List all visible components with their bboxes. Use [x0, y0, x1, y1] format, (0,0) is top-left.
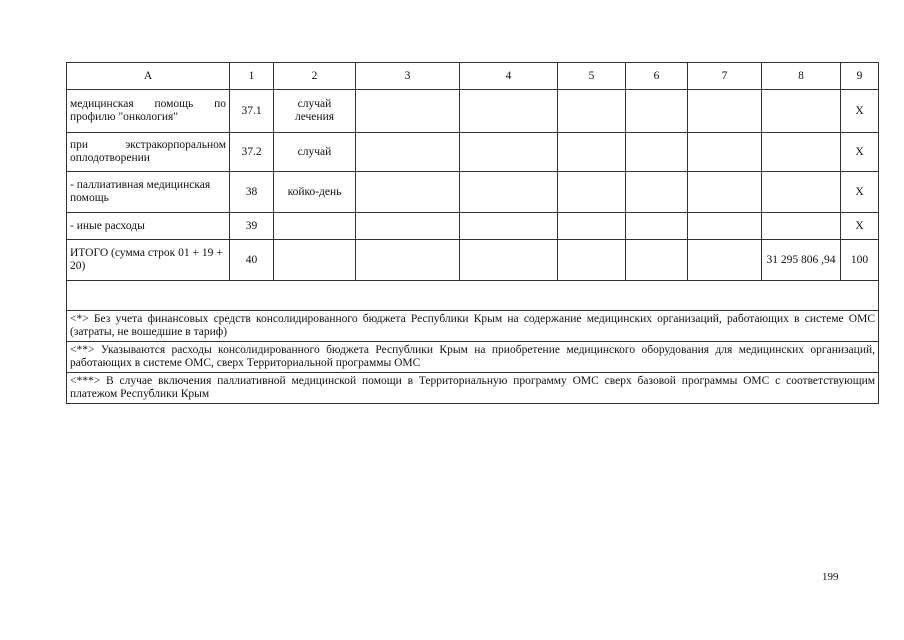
header-cell-7: 7	[688, 63, 762, 90]
cell-col-6	[626, 240, 688, 281]
cell-col-9: Х	[841, 172, 879, 213]
total-amount: 31 295 806 ,94	[762, 240, 841, 281]
empty-row	[67, 281, 879, 311]
table-row	[67, 133, 879, 172]
total-percent: 100	[841, 240, 879, 281]
cell-col-3	[356, 90, 460, 133]
row-label: - паллиативная медицинская помощь	[67, 172, 230, 213]
cell-col-5	[558, 240, 626, 281]
cell-col-8	[762, 172, 841, 213]
header-cell-8: 8	[762, 63, 841, 90]
footnote-2: <**> Указываются расходы консолидированного бюджета Республики Крым на приобретение медицинского оборудования для медицинских организаций, работающих в системе ОМС, сверх Территориальной программы ОМС	[67, 342, 879, 373]
row-code: 39	[230, 213, 274, 240]
cell-col-7	[688, 172, 762, 213]
row-label: - иные расходы	[67, 213, 230, 240]
footnote-row	[67, 373, 879, 404]
row-label: при экстракорпоральном оплодотворении	[67, 133, 230, 172]
footnote-row	[67, 311, 879, 342]
row-unit	[274, 213, 356, 240]
table-row	[67, 213, 879, 240]
cell-col-4	[460, 240, 558, 281]
row-code: 37.2	[230, 133, 274, 172]
cell-col-9: Х	[841, 133, 879, 172]
row-label: ИТОГО (сумма строк 01 + 19 + 20)	[67, 240, 230, 281]
cell-col-5	[558, 172, 626, 213]
header-cell-2: 2	[274, 63, 356, 90]
header-cell-5: 5	[558, 63, 626, 90]
row-code: 40	[230, 240, 274, 281]
cell-col-4	[460, 90, 558, 133]
header-cell-3: 3	[356, 63, 460, 90]
row-unit	[274, 240, 356, 281]
footnote-3: <***> В случае включения паллиативной медицинской помощи в Территориальную программу ОМС сверх базовой программы ОМС с соответствующим платежом Республики Крым	[67, 373, 879, 404]
row-unit: койко-день	[274, 172, 356, 213]
report-sheet	[66, 62, 878, 404]
header-cell-1: 1	[230, 63, 274, 90]
cell-col-4	[460, 133, 558, 172]
cell-col-6	[626, 90, 688, 133]
cell-col-5	[558, 90, 626, 133]
row-unit: случай	[274, 133, 356, 172]
cell-col-8	[762, 213, 841, 240]
row-label: медицинская помощь по профилю "онкология"	[67, 90, 230, 133]
page-number: 199	[822, 571, 839, 583]
footnote-row	[67, 342, 879, 373]
row-code: 38	[230, 172, 274, 213]
financing-table	[66, 62, 879, 404]
cell-col-7	[688, 133, 762, 172]
cell-col-5	[558, 133, 626, 172]
table-row	[67, 172, 879, 213]
cell-col-7	[688, 90, 762, 133]
cell-col-8	[762, 90, 841, 133]
empty-cell	[67, 281, 879, 311]
header-cell-9: 9	[841, 63, 879, 90]
cell-col-7	[688, 213, 762, 240]
cell-col-6	[626, 172, 688, 213]
cell-col-5	[558, 213, 626, 240]
footnote-1: <*> Без учета финансовых средств консолидированного бюджета Республики Крым на содержание медицинских организаций, работающих в системе ОМС (затраты, не вошедшие в тариф)	[67, 311, 879, 342]
cell-col-6	[626, 133, 688, 172]
cell-col-3	[356, 240, 460, 281]
header-cell-6: 6	[626, 63, 688, 90]
table-row-total	[67, 240, 879, 281]
cell-col-3	[356, 172, 460, 213]
table-row	[67, 90, 879, 133]
cell-col-9: Х	[841, 90, 879, 133]
cell-col-4	[460, 213, 558, 240]
cell-col-8	[762, 133, 841, 172]
row-code: 37.1	[230, 90, 274, 133]
cell-col-6	[626, 213, 688, 240]
cell-col-3	[356, 133, 460, 172]
cell-col-9: Х	[841, 213, 879, 240]
cell-col-7	[688, 240, 762, 281]
header-cell-a: А	[67, 63, 230, 90]
cell-col-4	[460, 172, 558, 213]
table-header-row	[67, 63, 879, 90]
row-unit: случай лечения	[274, 90, 356, 133]
cell-col-3	[356, 213, 460, 240]
header-cell-4: 4	[460, 63, 558, 90]
